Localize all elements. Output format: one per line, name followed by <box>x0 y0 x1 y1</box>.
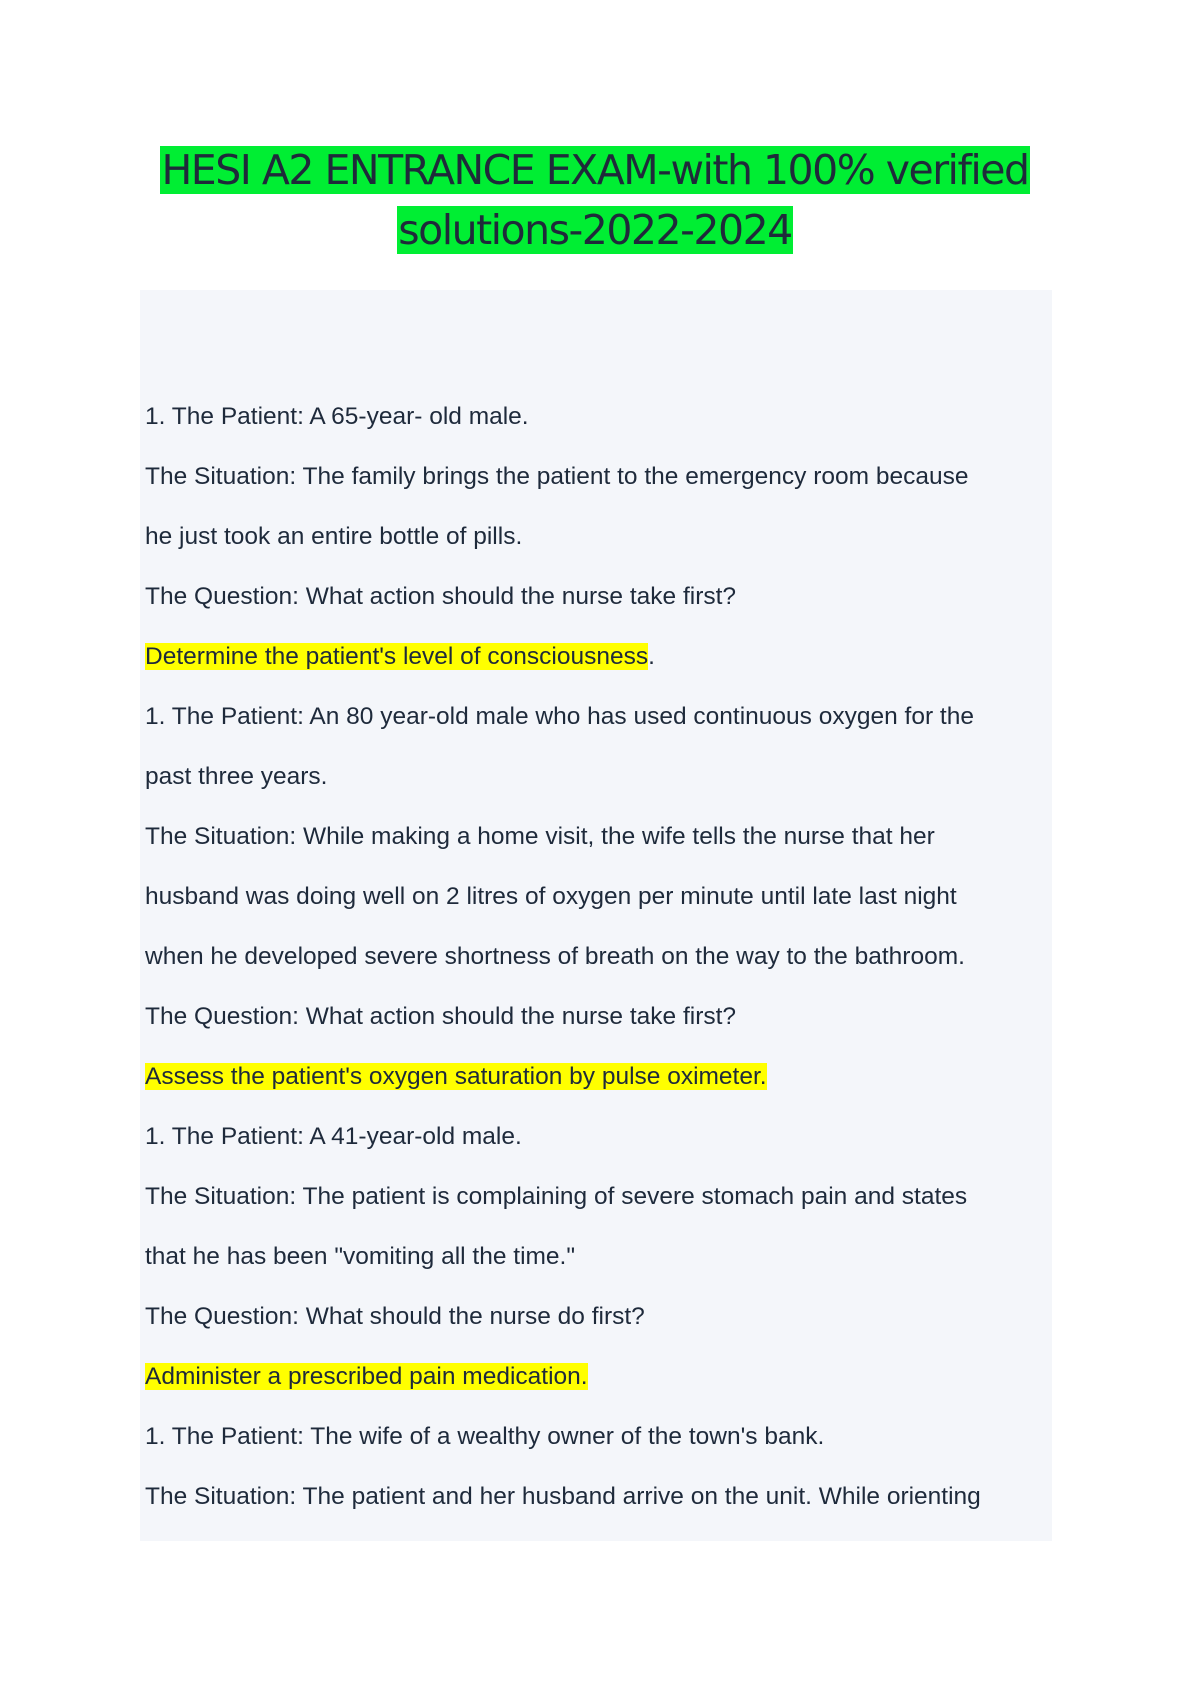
title-line-2: solutions-2022-2024 <box>398 206 792 254</box>
answer-1 <box>145 637 1045 697</box>
question-3: The Question: What should the nurse do first? <box>145 1303 645 1330</box>
answer-1-period: . <box>648 643 655 670</box>
question-2: The Question: What action should the nurse take first? <box>145 1003 737 1030</box>
patient-1: 1. The Patient: A 65-year- old male. <box>145 403 529 430</box>
answer-1-highlight: Determine the patient's level of consciousness <box>145 643 649 670</box>
question-list <box>145 397 1045 1537</box>
title-line-1: HESI A2 ENTRANCE EXAM-with 100% verified <box>161 146 1029 194</box>
situation-3-line-2: that he has been "vomiting all the time." <box>145 1243 576 1270</box>
document-title <box>0 140 1190 260</box>
question-1: The Question: What action should the nurse take first? <box>145 583 737 610</box>
situation-2-line-3: when he developed severe shortness of breath on the way to the bathroom. <box>145 943 965 970</box>
answer-2-highlight: Assess the patient's oxygen saturation by pulse oximeter. <box>145 1063 767 1090</box>
situation-2-line-1: The Situation: While making a home visit, the wife tells the nurse that her <box>145 823 935 850</box>
patient-4: 1. The Patient: The wife of a wealthy owner of the town's bank. <box>145 1423 825 1450</box>
patient-2-line-1: 1. The Patient: An 80 year-old male who has used continuous oxygen for the <box>145 703 974 730</box>
situation-1-line-2: he just took an entire bottle of pills. <box>145 523 523 550</box>
patient-3: 1. The Patient: A 41-year-old male. <box>145 1123 522 1150</box>
answer-3-highlight: Administer a prescribed pain medication. <box>145 1363 588 1390</box>
patient-2-line-2: past three years. <box>145 763 328 790</box>
answer-3 <box>145 1357 1045 1417</box>
answer-2 <box>145 1057 1045 1117</box>
situation-4-line-1: The Situation: The patient and her husband arrive on the unit. While orienting <box>145 1483 981 1510</box>
situation-1-line-1: The Situation: The family brings the patient to the emergency room because <box>145 463 969 490</box>
situation-3-line-1: The Situation: The patient is complaining of severe stomach pain and states <box>145 1183 968 1210</box>
situation-2-line-2: husband was doing well on 2 litres of oxygen per minute until late last night <box>145 883 957 910</box>
